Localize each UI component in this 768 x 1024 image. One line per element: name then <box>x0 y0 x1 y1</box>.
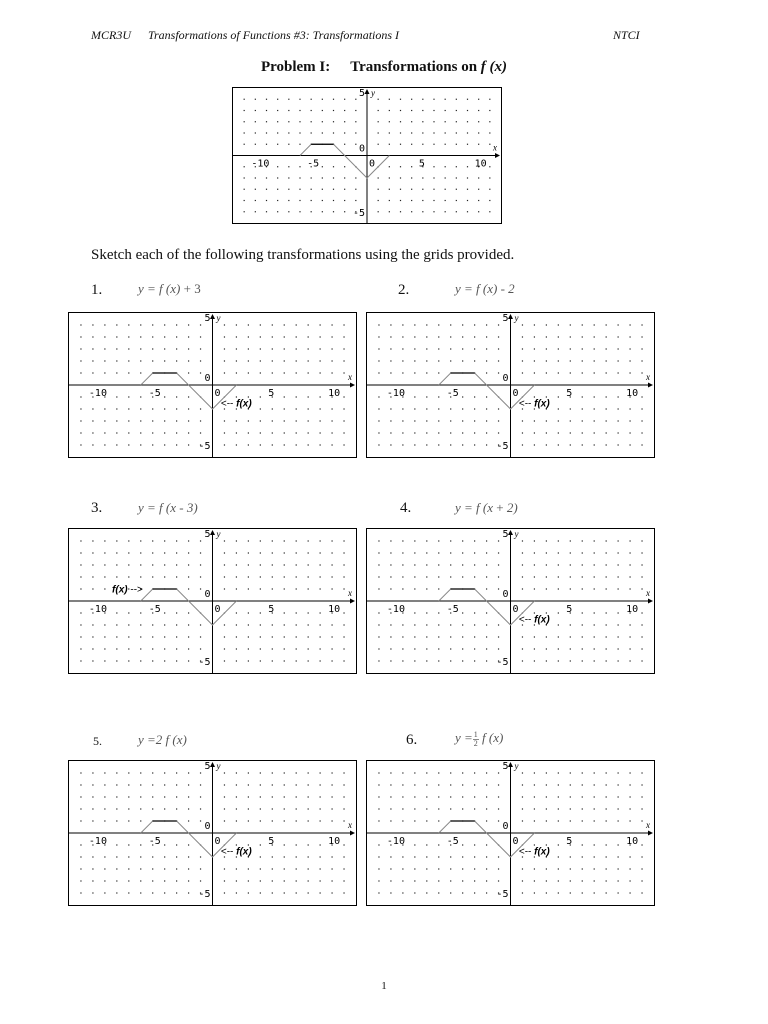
y-tick-label: 5 <box>359 88 366 99</box>
page-number: 1 <box>381 980 387 992</box>
y-axis-arrow <box>508 530 513 535</box>
y-axis-label: y <box>514 529 519 539</box>
f-label-text: f(x) <box>534 398 550 410</box>
x-tick-label: 10 <box>328 604 341 615</box>
x-tick-label: -5 <box>148 388 161 399</box>
f-label-arrow: <-- <box>518 398 535 410</box>
x-tick-label: 0 <box>214 388 221 399</box>
problem-2-grid[interactable] <box>366 312 655 458</box>
x-axis-arrow <box>495 153 500 158</box>
f-label <box>519 399 551 410</box>
problem-title <box>0 59 768 76</box>
x-tick-label: -5 <box>446 836 459 847</box>
f-label <box>519 615 551 626</box>
x-tick-label: 0 <box>512 836 519 847</box>
y-axis-arrow <box>365 89 370 94</box>
x-tick-label: -10 <box>386 604 405 615</box>
x-tick-label: 5 <box>566 604 573 615</box>
f-label <box>519 847 551 858</box>
y-axis-label: y <box>514 761 519 771</box>
problem-title-func: f (x) <box>480 59 508 75</box>
x-tick-label: 10 <box>474 158 487 170</box>
x-axis-label: x <box>493 142 497 153</box>
coordinate-grid <box>367 529 654 673</box>
y-tick-label: -5 <box>198 441 211 452</box>
problem-2-number: 2. <box>398 282 410 298</box>
y-tick-label: -5 <box>353 207 366 219</box>
coordinate-grid <box>69 313 356 457</box>
coordinate-grid <box>69 529 356 673</box>
y-tick-label: 5 <box>502 313 509 324</box>
x-axis-arrow <box>350 383 355 388</box>
coordinate-grid <box>233 88 501 223</box>
problem-3-grid[interactable] <box>68 528 357 674</box>
y-axis-arrow <box>508 762 513 767</box>
problem-2-equation: y = f (x) - 2 <box>455 281 515 296</box>
problem-3-number: 3. <box>91 500 103 516</box>
f-label-text: f(x) <box>236 398 252 410</box>
coordinate-grid <box>367 313 654 457</box>
y-tick-label: -5 <box>496 889 509 900</box>
y-axis-label: y <box>514 313 519 323</box>
y-axis-label: y <box>216 761 221 771</box>
worksheet-title: Transformations of Functions #3: Transformations I <box>148 28 400 42</box>
problem-4-grid[interactable] <box>366 528 655 674</box>
f-label-arrow: --> <box>127 584 143 596</box>
problem-5-grid[interactable] <box>68 760 357 906</box>
x-tick-label: 5 <box>268 604 275 615</box>
x-tick-label: 0 <box>214 604 221 615</box>
x-axis-arrow <box>648 831 653 836</box>
y-axis-label: y <box>216 529 221 539</box>
coordinate-grid <box>367 761 654 905</box>
f-label <box>221 399 253 410</box>
f-label <box>112 585 143 596</box>
x-tick-label: 5 <box>268 836 275 847</box>
x-axis-label: x <box>348 372 352 382</box>
problem-1-equation: y = f (x) + 3 <box>138 281 201 296</box>
x-tick-label: -10 <box>386 388 405 399</box>
f-label-arrow: <-- <box>220 846 237 858</box>
x-tick-label: 10 <box>626 836 639 847</box>
x-tick-label: 0 <box>369 158 376 170</box>
x-tick-label: -10 <box>251 158 270 170</box>
problem-6-equation: y = $\frac{1}{2}$ f (x) <box>455 729 504 748</box>
x-tick-label: 5 <box>566 836 573 847</box>
instructions: Sketch each of the following transformations using the grids provided. <box>91 247 515 263</box>
x-tick-label: -5 <box>446 604 459 615</box>
x-tick-label: 0 <box>512 388 519 399</box>
course-code: MCR3U <box>91 28 131 42</box>
y-tick-label: 5 <box>502 529 509 540</box>
x-tick-label: 5 <box>268 388 275 399</box>
x-tick-label: -10 <box>88 604 107 615</box>
x-tick-label: 5 <box>418 158 425 170</box>
x-axis-label: x <box>348 820 352 830</box>
x-axis-arrow <box>648 599 653 604</box>
x-tick-label: -5 <box>148 836 161 847</box>
y-tick-label: -5 <box>198 657 211 668</box>
x-tick-label: 5 <box>566 388 573 399</box>
y-tick-label: 0 <box>359 143 366 155</box>
y-tick-label: 0 <box>204 821 211 832</box>
f-label-text: f(x) <box>534 846 550 858</box>
y-tick-label: 5 <box>204 761 211 772</box>
y-tick-label: 0 <box>502 589 509 600</box>
problem-3-equation: y = f (x - 3) <box>138 500 198 515</box>
y-tick-label: 0 <box>204 373 211 384</box>
y-tick-label: 5 <box>204 529 211 540</box>
x-axis-label: x <box>348 588 352 598</box>
x-tick-label: -10 <box>88 836 107 847</box>
problem-6-number: 6. <box>406 732 418 748</box>
y-tick-label: -5 <box>198 889 211 900</box>
problem-5-equation: y =2 f (x) <box>138 732 187 747</box>
x-axis-label: x <box>646 820 650 830</box>
y-tick-label: 0 <box>502 821 509 832</box>
x-axis-label: x <box>646 372 650 382</box>
x-tick-label: 10 <box>328 388 341 399</box>
problem-1-grid[interactable] <box>68 312 357 458</box>
problem-1-number: 1. <box>91 282 103 298</box>
y-axis-arrow <box>508 314 513 319</box>
y-axis-arrow <box>210 530 215 535</box>
x-tick-label: 10 <box>626 388 639 399</box>
f-label-arrow: <-- <box>518 846 535 858</box>
x-tick-label: -5 <box>307 158 320 170</box>
x-tick-label: -10 <box>386 836 405 847</box>
f-label-arrow: <-- <box>220 398 237 410</box>
school-name: NTCI <box>613 28 640 42</box>
problem-6-grid[interactable] <box>366 760 655 906</box>
x-tick-label: -10 <box>88 388 107 399</box>
y-axis-arrow <box>210 762 215 767</box>
problem-4-number: 4. <box>400 500 412 516</box>
f-label <box>221 847 253 858</box>
y-axis-label: y <box>216 313 221 323</box>
x-tick-label: 0 <box>512 604 519 615</box>
y-tick-label: 5 <box>204 313 211 324</box>
f-label-text: f(x) <box>112 584 128 596</box>
y-tick-label: 5 <box>502 761 509 772</box>
x-tick-label: 0 <box>214 836 221 847</box>
x-axis-label: x <box>646 588 650 598</box>
f-label-text: f(x) <box>534 614 550 626</box>
half-fraction: $\frac{1}{2}$ <box>473 729 478 748</box>
x-tick-label: -5 <box>148 604 161 615</box>
x-axis-arrow <box>350 599 355 604</box>
y-axis-label: y <box>371 88 375 98</box>
coordinate-grid <box>69 761 356 905</box>
problem-label: Problem I: <box>260 59 331 75</box>
y-axis-arrow <box>210 314 215 319</box>
problem-title-text: Transformations on <box>350 59 478 75</box>
y-tick-label: 0 <box>204 589 211 600</box>
problem-4-equation: y = f (x + 2) <box>455 500 518 515</box>
f-label-arrow: <-- <box>518 614 535 626</box>
main-function-grid <box>232 87 502 224</box>
x-tick-label: 10 <box>328 836 341 847</box>
f-label-text: f(x) <box>236 846 252 858</box>
y-tick-label: -5 <box>496 441 509 452</box>
problem-5-number: 5. <box>93 734 102 748</box>
x-tick-label: 10 <box>626 604 639 615</box>
y-tick-label: 0 <box>502 373 509 384</box>
x-tick-label: -5 <box>446 388 459 399</box>
x-axis-arrow <box>350 831 355 836</box>
y-tick-label: -5 <box>496 657 509 668</box>
x-axis-arrow <box>648 383 653 388</box>
